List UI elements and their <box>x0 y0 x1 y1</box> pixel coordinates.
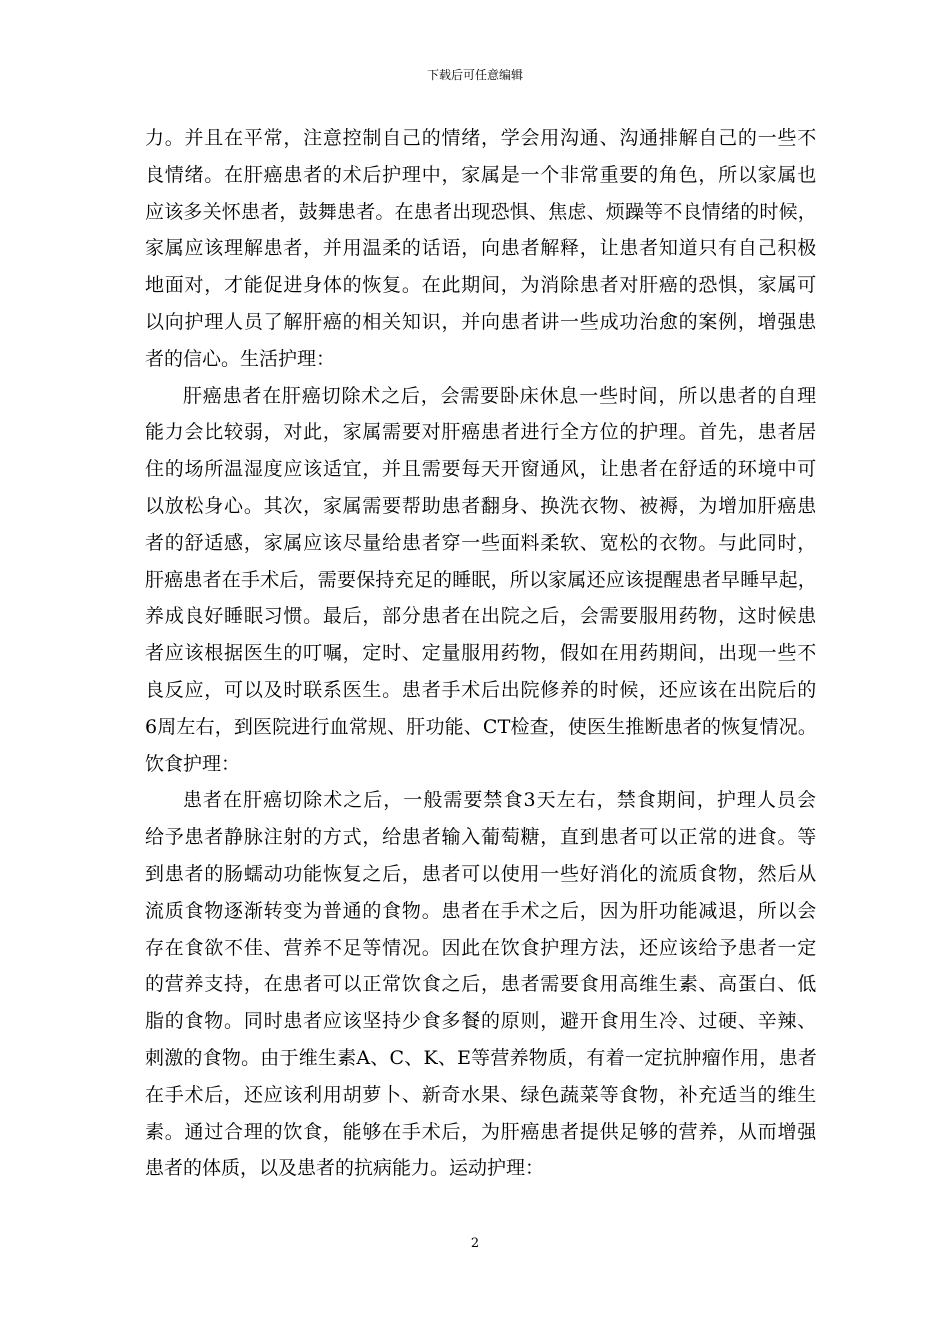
text-line: 家属应该理解患者，并用温柔的话语，向患者解释，让患者知道只有自己积极 <box>145 237 817 260</box>
text-line: 给予患者静脉注射的方式，给患者输入葡萄糖，直到患者可以正常的进食。等 <box>145 826 817 849</box>
text-line: 肝癌患者在肝癌切除术之后，会需要卧床休息一些时间，所以患者的自理 <box>183 384 817 407</box>
text-line: 到患者的肠蠕动功能恢复之后，患者可以使用一些好消化的流质食物，然后从 <box>145 862 817 885</box>
text-line: 的营养支持，在患者可以正常饮食之后，患者需要食用高维生素、高蛋白、低 <box>145 973 817 996</box>
text-line: 应该多关怀患者，鼓舞患者。在患者出现恐惧、焦虑、烦躁等不良情绪的时候， <box>145 200 818 223</box>
text-line: 地面对，才能促进身体的恢复。在此期间，为消除患者对肝癌的恐惧，家属可 <box>145 274 817 297</box>
paragraph-daily-care <box>145 378 817 783</box>
text-line: 力。并且在平常，注意控制自己的情绪，学会用沟通、沟通排解自己的一些不 <box>145 127 817 149</box>
page-header: 下载后可任意编辑 <box>426 68 523 82</box>
text-line: 能力会比较弱，对此，家属需要对肝癌患者进行全方位的护理。首先，患者居 <box>145 421 817 444</box>
text-line: 良情绪。在肝癌患者的术后护理中，家属是一个非常重要的角色，所以家属也 <box>145 163 817 186</box>
text-line: 患者的体质，以及患者的抗病能力。运动护理： <box>145 1157 545 1180</box>
paragraph-diet-care <box>145 782 817 1187</box>
text-line: 刺激的食物。由于维生素A、C、K、E等营养物质，有着一定抗肿瘤作用，患者 <box>145 1046 817 1069</box>
text-line: 存在食欲不佳、营养不足等情况。因此在饮食护理方法，还应该给予患者一定 <box>145 936 817 959</box>
text-line: 良反应，可以及时联系医生。患者手术后出院修养的时候，还应该在出院后的 <box>145 678 817 701</box>
document-body <box>145 120 817 1187</box>
text-line: 患者在肝癌切除术之后，一般需要禁食3天左右，禁食期间，护理人员会 <box>183 789 817 812</box>
paragraph-family-support <box>145 120 817 378</box>
text-line: 素。通过合理的饮食，能够在手术后，为肝癌患者提供足够的营养，从而增强 <box>145 1120 817 1143</box>
text-line: 6周左右，到医院进行血常规、肝功能、CT检查，使医生推断患者的恢复情况。 <box>145 715 817 738</box>
text-line: 以向护理人员了解肝癌的相关知识，并向患者讲一些成功治愈的案例，增强患 <box>145 310 817 333</box>
text-line: 饮食护理： <box>145 752 241 775</box>
text-line: 住的场所温湿度应该适宜，并且需要每天开窗通风，让患者在舒适的环境中可 <box>145 458 817 481</box>
page-number: 2 <box>470 1236 480 1251</box>
text-line: 者的信心。生活护理： <box>145 347 336 370</box>
text-line: 养成良好睡眠习惯。最后，部分患者在出院之后，会需要服用药物，这时候患 <box>145 605 817 628</box>
text-line: 脂的食物。同时患者应该坚持少食多餐的原则，避开食用生冷、过硬、辛辣、 <box>145 1010 817 1033</box>
text-line: 以放松身心。其次，家属需要帮助患者翻身、换洗衣物、被褥，为增加肝癌患 <box>145 494 817 517</box>
text-line: 者应该根据医生的叮嘱，定时、定量服用药物，假如在用药期间，出现一些不 <box>145 642 817 665</box>
text-line: 肝癌患者在手术后，需要保持充足的睡眠，所以家属还应该提醒患者早睡早起， <box>145 568 818 591</box>
text-line: 者的舒适感，家属应该尽量给患者穿一些面料柔软、宽松的衣物。与此同时， <box>145 531 817 554</box>
text-line: 流质食物逐渐转变为普通的食物。患者在手术之后，因为肝功能减退，所以会 <box>145 899 817 922</box>
text-line: 在手术后，还应该利用胡萝卜、新奇水果、绿色蔬菜等食物，补充适当的维生 <box>145 1083 817 1106</box>
